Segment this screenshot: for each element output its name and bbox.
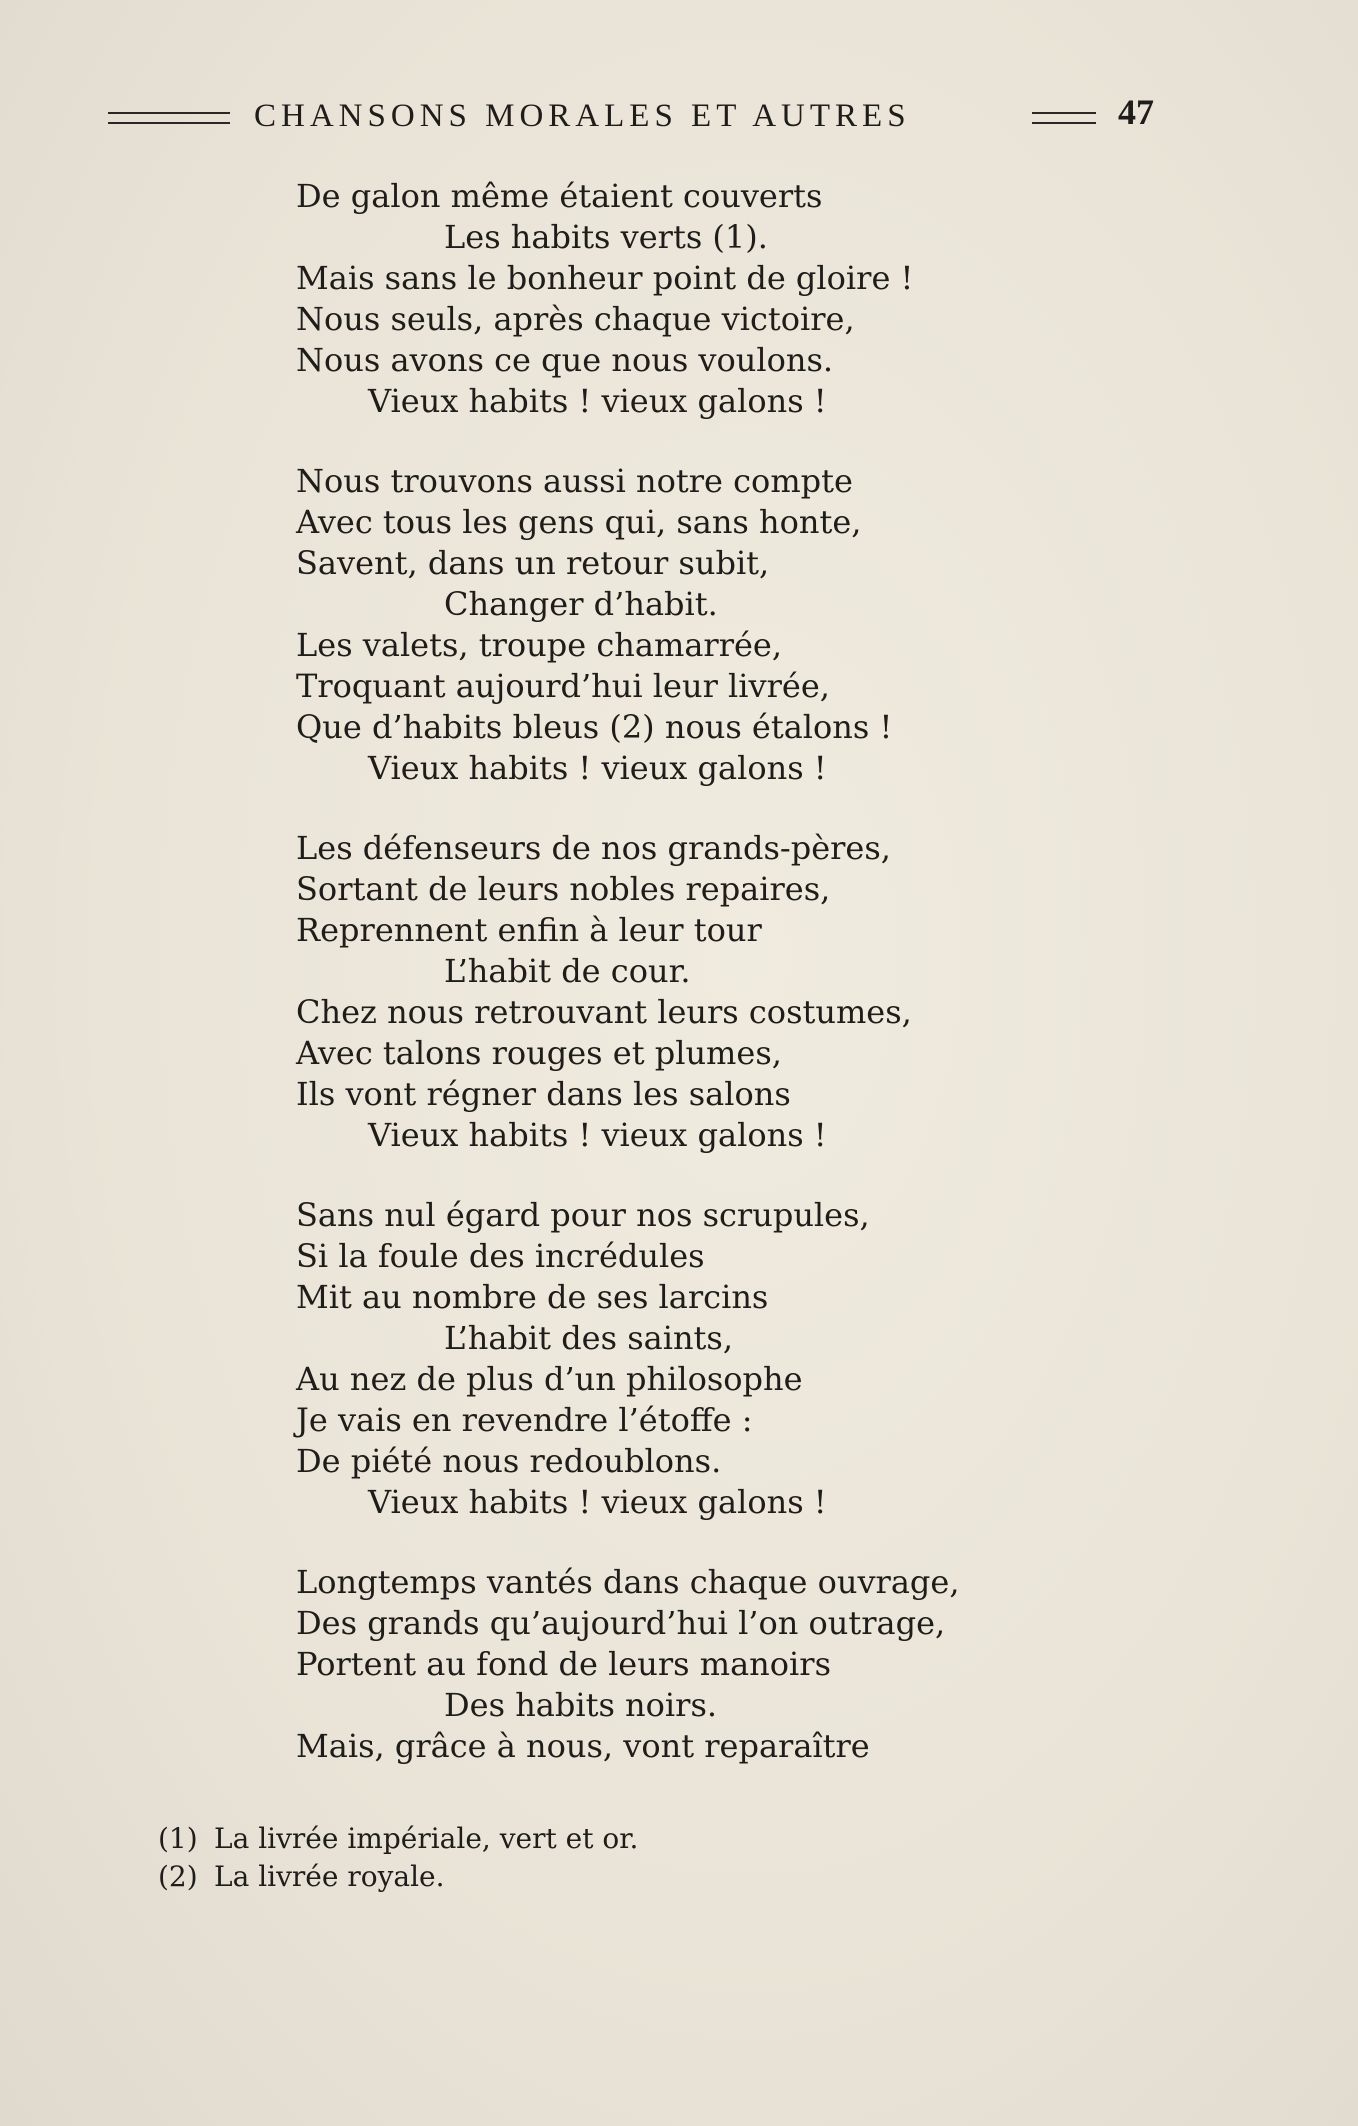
verse-line: Sans nul égard pour nos scrupules, bbox=[296, 1196, 870, 1234]
verse-line: Au nez de plus d’un philosophe bbox=[296, 1360, 803, 1398]
refrain-line: Vieux habits ! vieux galons ! bbox=[368, 382, 827, 420]
refrain-line: Vieux habits ! vieux galons ! bbox=[368, 1483, 827, 1521]
stanza bbox=[296, 1195, 1096, 1523]
verse-line: L’habit des saints, bbox=[444, 1319, 733, 1357]
verse-line: Les habits verts (1). bbox=[444, 218, 768, 256]
verse-line: Les défenseurs de nos grands-pères, bbox=[296, 829, 891, 867]
stanza bbox=[296, 828, 1096, 1156]
footnote-marker: (1) bbox=[158, 1822, 198, 1855]
footnote-text: La livrée royale. bbox=[214, 1860, 445, 1893]
refrain-line: Vieux habits ! vieux galons ! bbox=[368, 749, 827, 787]
refrain-line: Vieux habits ! vieux galons ! bbox=[368, 1116, 827, 1154]
footnote bbox=[158, 1820, 1058, 1858]
header-rule-left bbox=[108, 112, 230, 124]
verse-line: Si la foule des incrédules bbox=[296, 1237, 705, 1275]
verse-line: Avec tous les gens qui, sans honte, bbox=[296, 503, 862, 541]
verse-line: Mais, grâce à nous, vont reparaître bbox=[296, 1727, 870, 1765]
page-number: 47 bbox=[1118, 92, 1154, 132]
verse-line: Les valets, troupe chamarrée, bbox=[296, 626, 783, 664]
verse-line: L’habit de cour. bbox=[444, 952, 691, 990]
stanza bbox=[296, 176, 1096, 422]
verse-line: De piété nous redoublons. bbox=[296, 1442, 722, 1480]
verse-line: De galon même étaient couverts bbox=[296, 177, 823, 215]
verse-line: Mais sans le bonheur point de gloire ! bbox=[296, 259, 914, 297]
stanza bbox=[296, 461, 1096, 789]
verse-line: Je vais en revendre l’étoffe : bbox=[296, 1401, 753, 1439]
poem-body bbox=[296, 176, 1096, 1806]
footnote bbox=[158, 1858, 1058, 1896]
verse-line: Avec talons rouges et plumes, bbox=[296, 1034, 782, 1072]
running-title: CHANSONS MORALES ET AUTRES bbox=[254, 98, 911, 134]
verse-line: Longtemps vantés dans chaque ouvrage, bbox=[296, 1563, 960, 1601]
verse-line: Reprennent enfin à leur tour bbox=[296, 911, 762, 949]
footnote-text: La livrée impériale, vert et or. bbox=[214, 1822, 639, 1855]
stanza bbox=[296, 1562, 1096, 1767]
footnote-marker: (2) bbox=[158, 1860, 198, 1893]
verse-line: Troquant aujourd’hui leur livrée, bbox=[296, 667, 830, 705]
verse-line: Nous seuls, après chaque victoire, bbox=[296, 300, 855, 338]
verse-line: Ils vont régner dans les salons bbox=[296, 1075, 791, 1113]
header-rule-right bbox=[1032, 112, 1096, 124]
verse-line: Nous trouvons aussi notre compte bbox=[296, 462, 853, 500]
footnotes bbox=[158, 1820, 1058, 1896]
verse-line: Sortant de leurs nobles repaires, bbox=[296, 870, 831, 908]
verse-line: Chez nous retrouvant leurs costumes, bbox=[296, 993, 912, 1031]
verse-line: Changer d’habit. bbox=[444, 585, 718, 623]
verse-line: Savent, dans un retour subit, bbox=[296, 544, 770, 582]
verse-line: Des grands qu’aujourd’hui l’on outrage, bbox=[296, 1604, 946, 1642]
running-header bbox=[108, 92, 1168, 142]
verse-line: Nous avons ce que nous voulons. bbox=[296, 341, 834, 379]
verse-line: Portent au fond de leurs manoirs bbox=[296, 1645, 831, 1683]
verse-line: Mit au nombre de ses larcins bbox=[296, 1278, 769, 1316]
verse-line: Des habits noirs. bbox=[444, 1686, 718, 1724]
verse-line: Que d’habits bleus (2) nous étalons ! bbox=[296, 708, 893, 746]
